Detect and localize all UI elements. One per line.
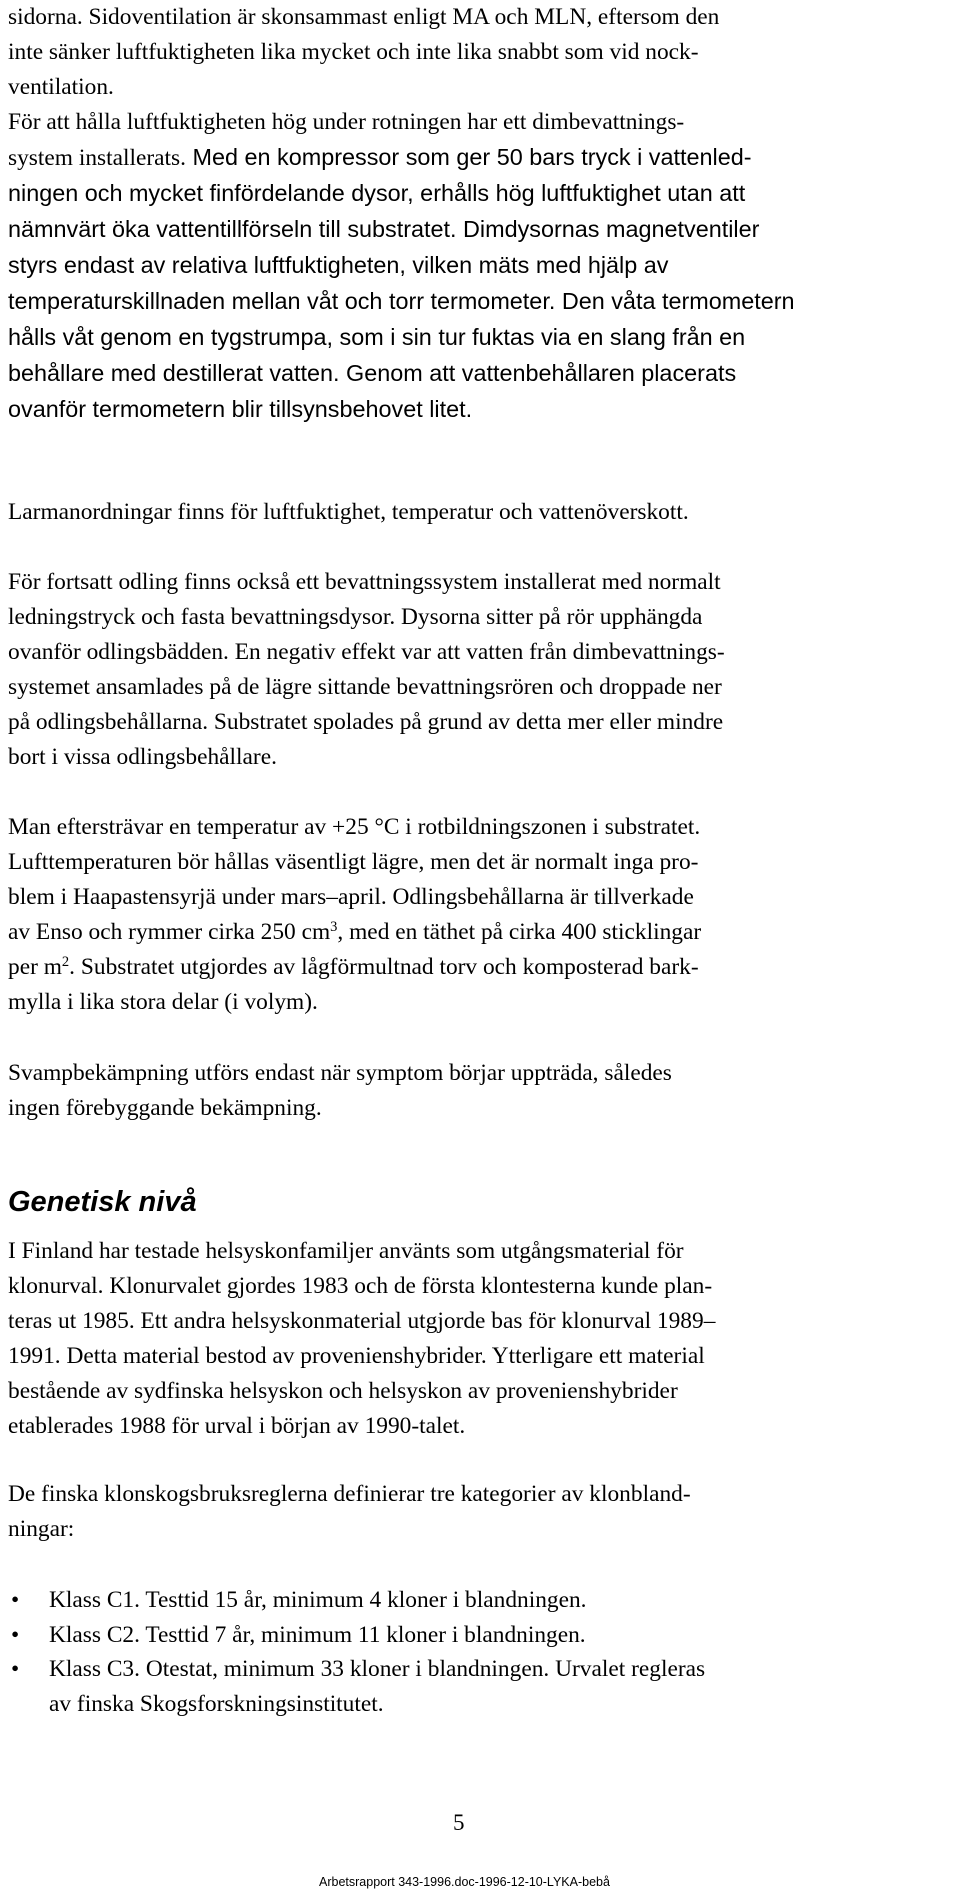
list-item-text: Klass C3. Otestat, minimum 33 kloner i blandningen. Urvalet regleras av finska Skogsforskningsinstitutet. [49,1656,706,1717]
page-number: 5 [453,1810,465,1835]
paragraph-mist-irrigation-intro: För att hålla luftfuktigheten hög under rotningen har ett dimbevattnings- system installerats. [8,109,685,171]
page-footer: Arbetsrapport 343-1996.doc-1996-12-10-LYKA-bebå [319,1875,610,1889]
paragraph-irrigation-system: För fortsatt odling finns också ett bevattningssystem installerat med normalt ledningstryck och fasta bevattningsdysor. Dysorna sitter på rör upphängda ovanför odlingsbädden. En negativ effekt var att vatten från dimbevattnings- systemet ansamlades på de lägre sittande bevattningsrören och droppade ner på odlingsbehållarna. Substratet spolades på grund av detta mer eller mindre bort i vissa odlingsbehållare. [8,569,725,770]
superscript-cubic: 3 [330,919,338,936]
superscript-square: 2 [61,954,70,971]
paragraph-fungicide: Svampbekämpning utförs endast när symptom börjar uppträda, således ingen förebyggande bekämpning. [8,1060,672,1121]
paragraph-clone-rules: De finska klonskogsbruksreglerna definierar tre kategorier av klonbland- ningar: [8,1481,691,1542]
paragraph-temperature-part-b: , med en täthet på cirka 400 sticklingar per m [8,919,702,980]
paragraph-alarms: Larmanordningar finns för luftfuktighet, temperatur och vattenöverskott. [8,499,689,525]
list-item-text: Klass C1. Testtid 15 år, minimum 4 kloner i blandningen. [49,1587,587,1613]
paragraph-ventilation: sidorna. Sidoventilation är skonsammast enligt MA och MLN, eftersom den inte sänker luftfuktigheten lika mycket och inte lika snabbt som vid nock- ventilation. [8,4,720,100]
paragraph-genetic-material: I Finland har testade helsyskonfamiljer använts som utgångsmaterial för klonurval. Klonurvalet gjordes 1983 och de första klontesterna kunde plan- teras ut 1985. Ett andra helsyskonmaterial utgjorde bas för klonurval 1989– 1991. Detta material bestod av provenienshybrider. Ytterligare ett material bestående av sydfinska helsyskon och helsyskon av provenienshybrider etablerades 1988 för urval i början av 1990-talet. [8,1238,716,1439]
bullet-icon: • [11,1656,20,1682]
list-item [8,1618,953,1653]
paragraph-temperature-part-c: . Substratet utgjordes av lågförmultnad torv och komposterad bark- mylla i lika stora delar (i volym). [8,954,699,1015]
list-item [8,1652,953,1721]
paragraph-mist-irrigation [8,105,795,428]
paragraph-temperature [8,810,701,1020]
paragraph-mist-irrigation-compressor: Med en kompressor som ger 50 bars tryck i vattenled- ningen och mycket finfördelande dysor, erhålls hög luftfuktighet utan att nämnvärt öka vattentillförseln till substratet. Dimdysornas magnetventiler styrs endast av relativa luftfuktigheten, vilken mäts med hjälp av temperaturskillnaden mellan våt och torr termometer. [8,144,760,314]
section-heading: Genetisk nivå [8,1186,197,1218]
list-item [8,1583,953,1618]
paragraph-mist-irrigation-end: Genom att vattenbehållaren placerats ovanför termometern blir tillsynsbehovet litet. [8,360,737,422]
clone-class-list [8,1583,953,1721]
bullet-icon: • [11,1621,20,1648]
paragraph-mist-irrigation-thermometer: Den våta termometern hålls våt genom en tygstrumpa, som i sin tur fuktas via en slang från en behållare med destillerat vatten. [8,288,795,386]
paragraph-temperature-part-a: Man eftersträvar en temperatur av +25 °C i rotbildningszonen i substratet. Lufttemperaturen bör hållas väsentligt lägre, men det är normalt inga pro- blem i Haapastensyrjä under mars–april. Odlingsbehållarna är tillverkade av Enso och rymmer cirka 250 cm [8,814,701,945]
bullet-icon: • [11,1587,20,1613]
list-item-text: Klass C2. Testtid 7 år, minimum 11 kloner i blandningen. [49,1621,586,1648]
